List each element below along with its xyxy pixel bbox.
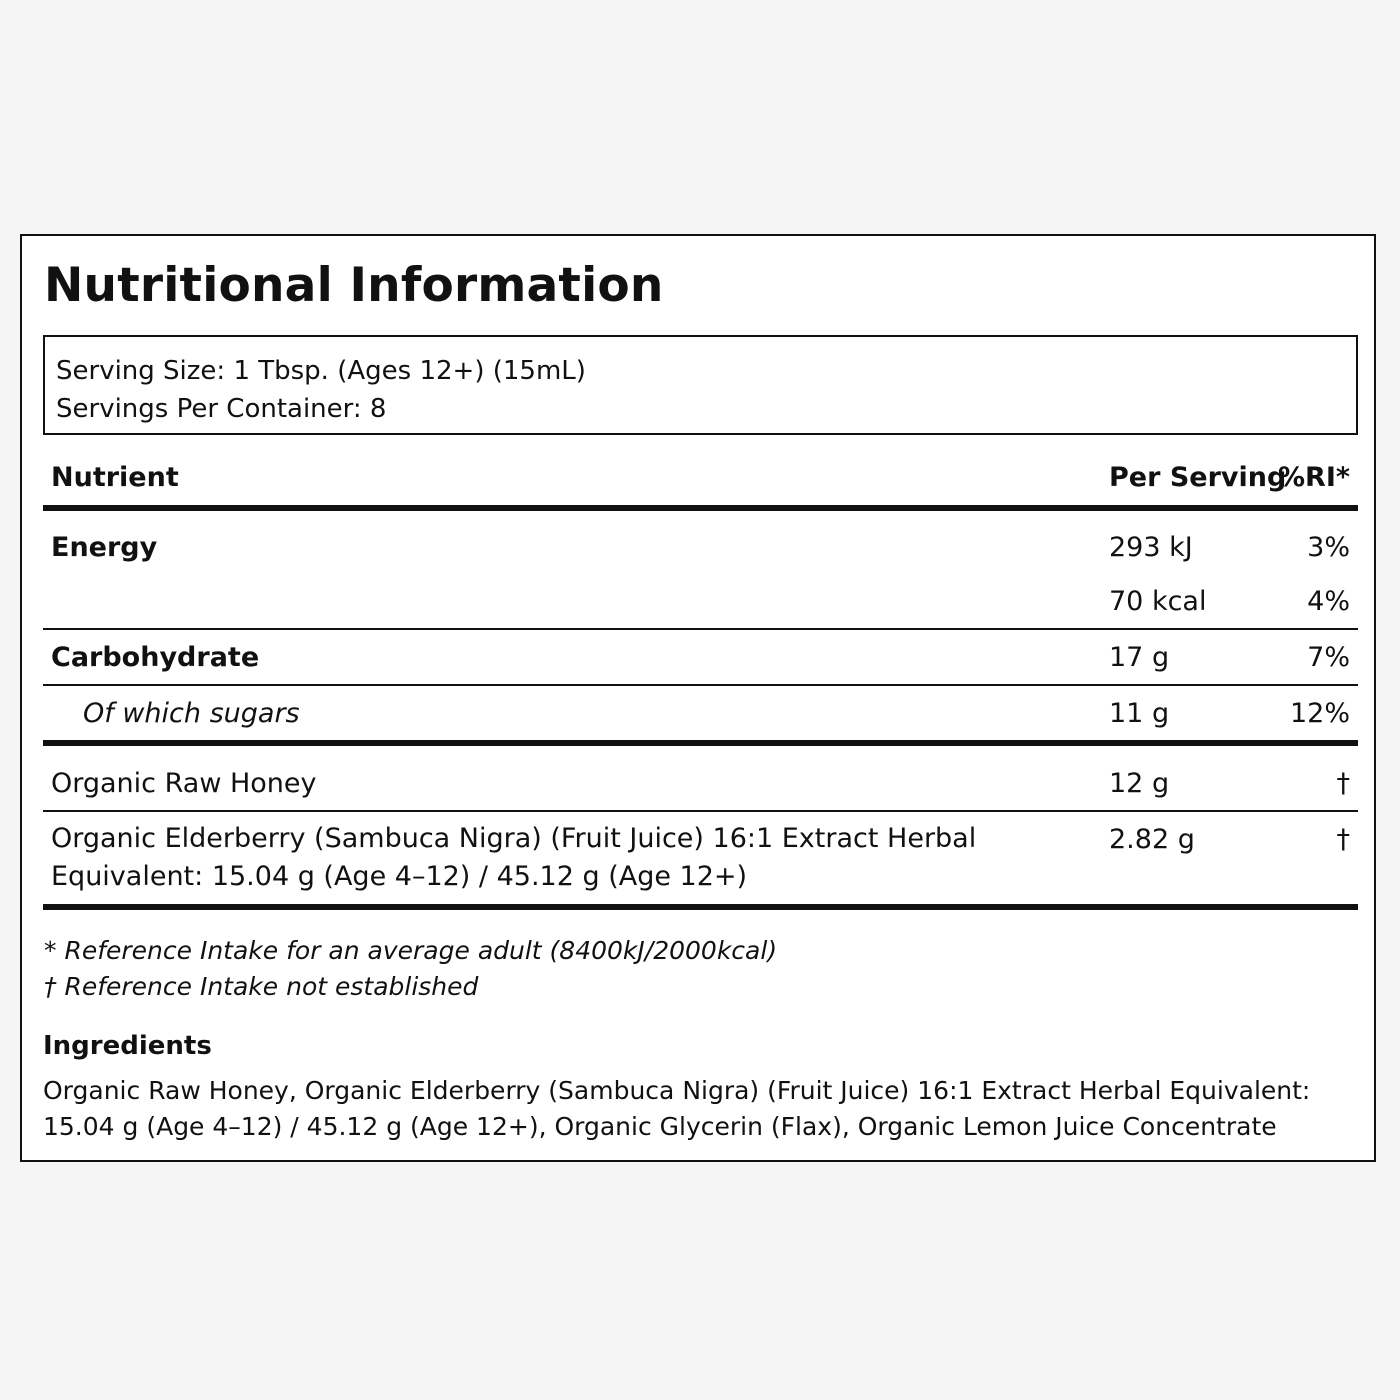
serving-size: Serving Size: 1 Tbsp. (Ages 12+) (15mL): [56, 356, 586, 386]
nutrient-label-honey: Organic Raw Honey: [51, 768, 317, 799]
energy-kcal-value: 70 kcal: [1109, 586, 1207, 617]
footnote-not-established: † Reference Intake not established: [44, 972, 479, 1001]
nutrient-label-energy: Energy: [51, 532, 158, 563]
header-nutrient: Nutrient: [51, 462, 179, 493]
energy-kcal-ri: 4%: [1307, 586, 1350, 617]
row-divider: [43, 628, 1358, 630]
carbohydrate-ri: 7%: [1307, 642, 1350, 673]
header-ri: %RI*: [1277, 462, 1350, 493]
nutrition-panel: [20, 234, 1376, 1162]
section-divider: [43, 740, 1358, 746]
page-title: Nutritional Information: [44, 258, 664, 313]
honey-value: 12 g: [1109, 768, 1170, 799]
honey-ri: †: [1336, 768, 1350, 799]
ingredients-text: Organic Raw Honey, Organic Elderberry (Sambuca Nigra) (Fruit Juice) 16:1 Extract Herbal Equivalent: 15.04 g (Age 4–12) / 45.12 g (Age 12+), Organic Glycerin (Flax), Organic Lemon Juice Concentrate: [43, 1076, 1311, 1141]
elderberry-value: 2.82 g: [1109, 824, 1195, 855]
energy-kj-ri: 3%: [1307, 532, 1350, 563]
nutrient-label-sugars: Of which sugars: [83, 698, 300, 729]
sugars-value: 11 g: [1109, 698, 1170, 729]
sugars-ri: 12%: [1289, 698, 1350, 729]
energy-kj-value: 293 kJ: [1109, 532, 1193, 563]
servings-per-container: Servings Per Container: 8: [56, 394, 387, 424]
carbohydrate-value: 17 g: [1109, 642, 1170, 673]
row-divider: [43, 810, 1358, 812]
footnote-ri: * Reference Intake for an average adult (8400kJ/2000kcal): [44, 936, 778, 965]
row-divider: [43, 684, 1358, 686]
header-divider: [43, 505, 1358, 511]
ingredients-heading: Ingredients: [43, 1031, 212, 1061]
table-bottom-divider: [43, 904, 1358, 910]
serving-info-box: [43, 335, 1358, 435]
footnotes: [44, 933, 777, 1005]
header-per-serving: Per Serving: [1109, 462, 1287, 493]
elderberry-ri: †: [1336, 824, 1350, 855]
nutrient-label-elderberry: Organic Elderberry (Sambuca Nigra) (Fruit Juice) 16:1 Extract Herbal Equivalent: 15.04 g (Age 4–12) / 45.12 g (Age 12+): [51, 823, 977, 892]
nutrient-label-carbohydrate: Carbohydrate: [51, 642, 260, 673]
